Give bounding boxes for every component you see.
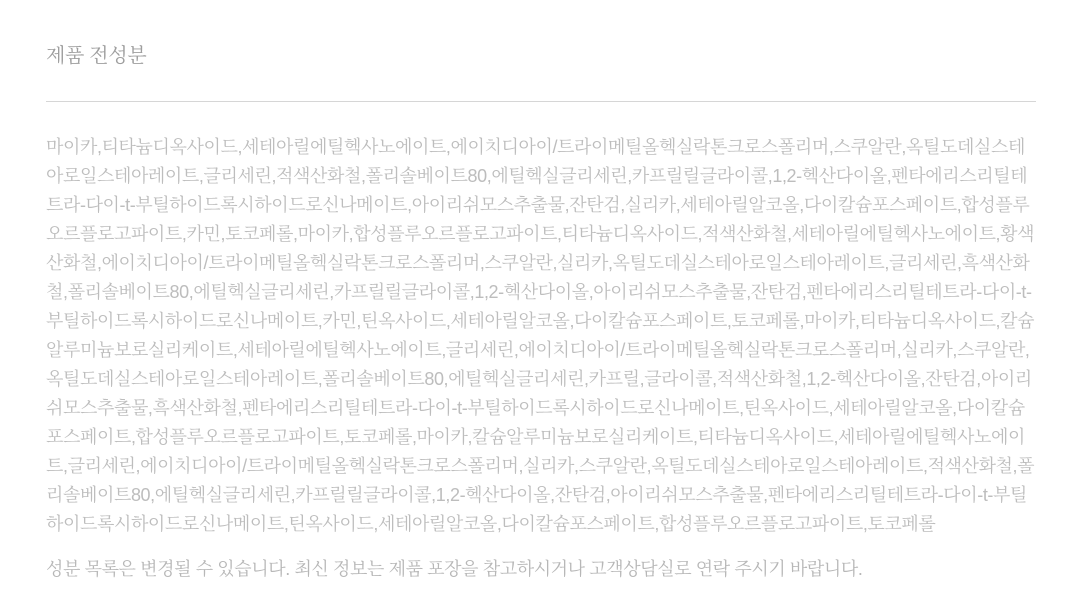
- ingredients-full-list: 마이카,티타늄디옥사이드,세테아릴에틸헥사노에이트,에이치디아이/트라이메틸올헥실락톤크로스폴리머,스쿠알란,옥틸도데실스테아로일스테아레이트,글리세린,적색산화철,폴리솔베이트80,에틸헥실글리세린,카프릴릴글라이콜,1,2-헥산다이올,펜타에리스리틸테트라-다이-t-부틸하이드록시하이드로신나메이트,아이리쉬모스추출물,잔탄검,실리카,세테아릴알코올,다이칼슘포스페이트,합성플루오르플로고파이트,카민,토코페롤,마이카,합성플루오르플로고파이트,티타늄디옥사이드,적색산화철,세테아릴에틸헥사노에이트,황색산화철,에이치디아이/트라이메틸올헥실락톤크로스폴리머,스쿠알란,실리카,옥틸도데실스테아로일스테아레이트,글리세린,흑색산화철,폴리솔베이트80,에틸헥실글리세린,카프릴릴글라이콜,1,2-헥산다이올,아이리쉬모스추출물,잔탄검,펜타에리스리틸테트라-다이-t-부틸하이드록시하이드로신나메이트,카민,틴옥사이드,세테아릴알코올,다이칼슘포스페이트,토코페롤,마이카,티타늄디옥사이드,칼슘알루미늄보로실리케이트,세테아릴에틸헥사노에이트,글리세린,에이치디아이/트라이메틸올헥실락톤크로스폴리머,실리카,스쿠알란,옥틸도데실스테아로일스테아레이트,폴리솔베이트80,에틸헥실글리세린,카프릴,글라이콜,적색산화철,1,2-헥산다이올,잔탄검,아이리쉬모스추출물,흑색산화철,펜타에리스리틸테트라-다이-t-부틸하이드록시하이드로신나메이트,틴옥사이드,세테아릴알코올,다이칼슘포스페이트,합성플루오르플로고파이트,토코페롤,마이카,칼슘알루미늄보로실리케이트,티타늄디옥사이드,세테아릴에틸헥사노에이트,글리세린,에이치디아이/트라이메틸올헥실락톤크로스폴리머,실리카,스쿠알란,옥틸도데실스테아로일스테아레이트,적색산화철,폴리솔베이트80,에틸헥실글리세린,카프릴릴글라이콜,1,2-헥산다이올,잔탄검,아이리쉬모스추출물,펜타에리스리틸테트라-다이-t-부틸하이드록시하이드로신나메이트,틴옥사이드,세테아릴알코올,다이칼슘포스페이트,합성플루오르플로고파이트,토코페롤: [46, 137, 1035, 534]
- ingredients-change-notice: 성분 목록은 변경될 수 있습니다. 최신 정보는 제품 포장을 참고하시거나 고객상담실로 연락 주시기 바랍니다.: [46, 559, 863, 579]
- section-title: 제품 전성분: [46, 45, 147, 67]
- section-divider: [46, 101, 1036, 102]
